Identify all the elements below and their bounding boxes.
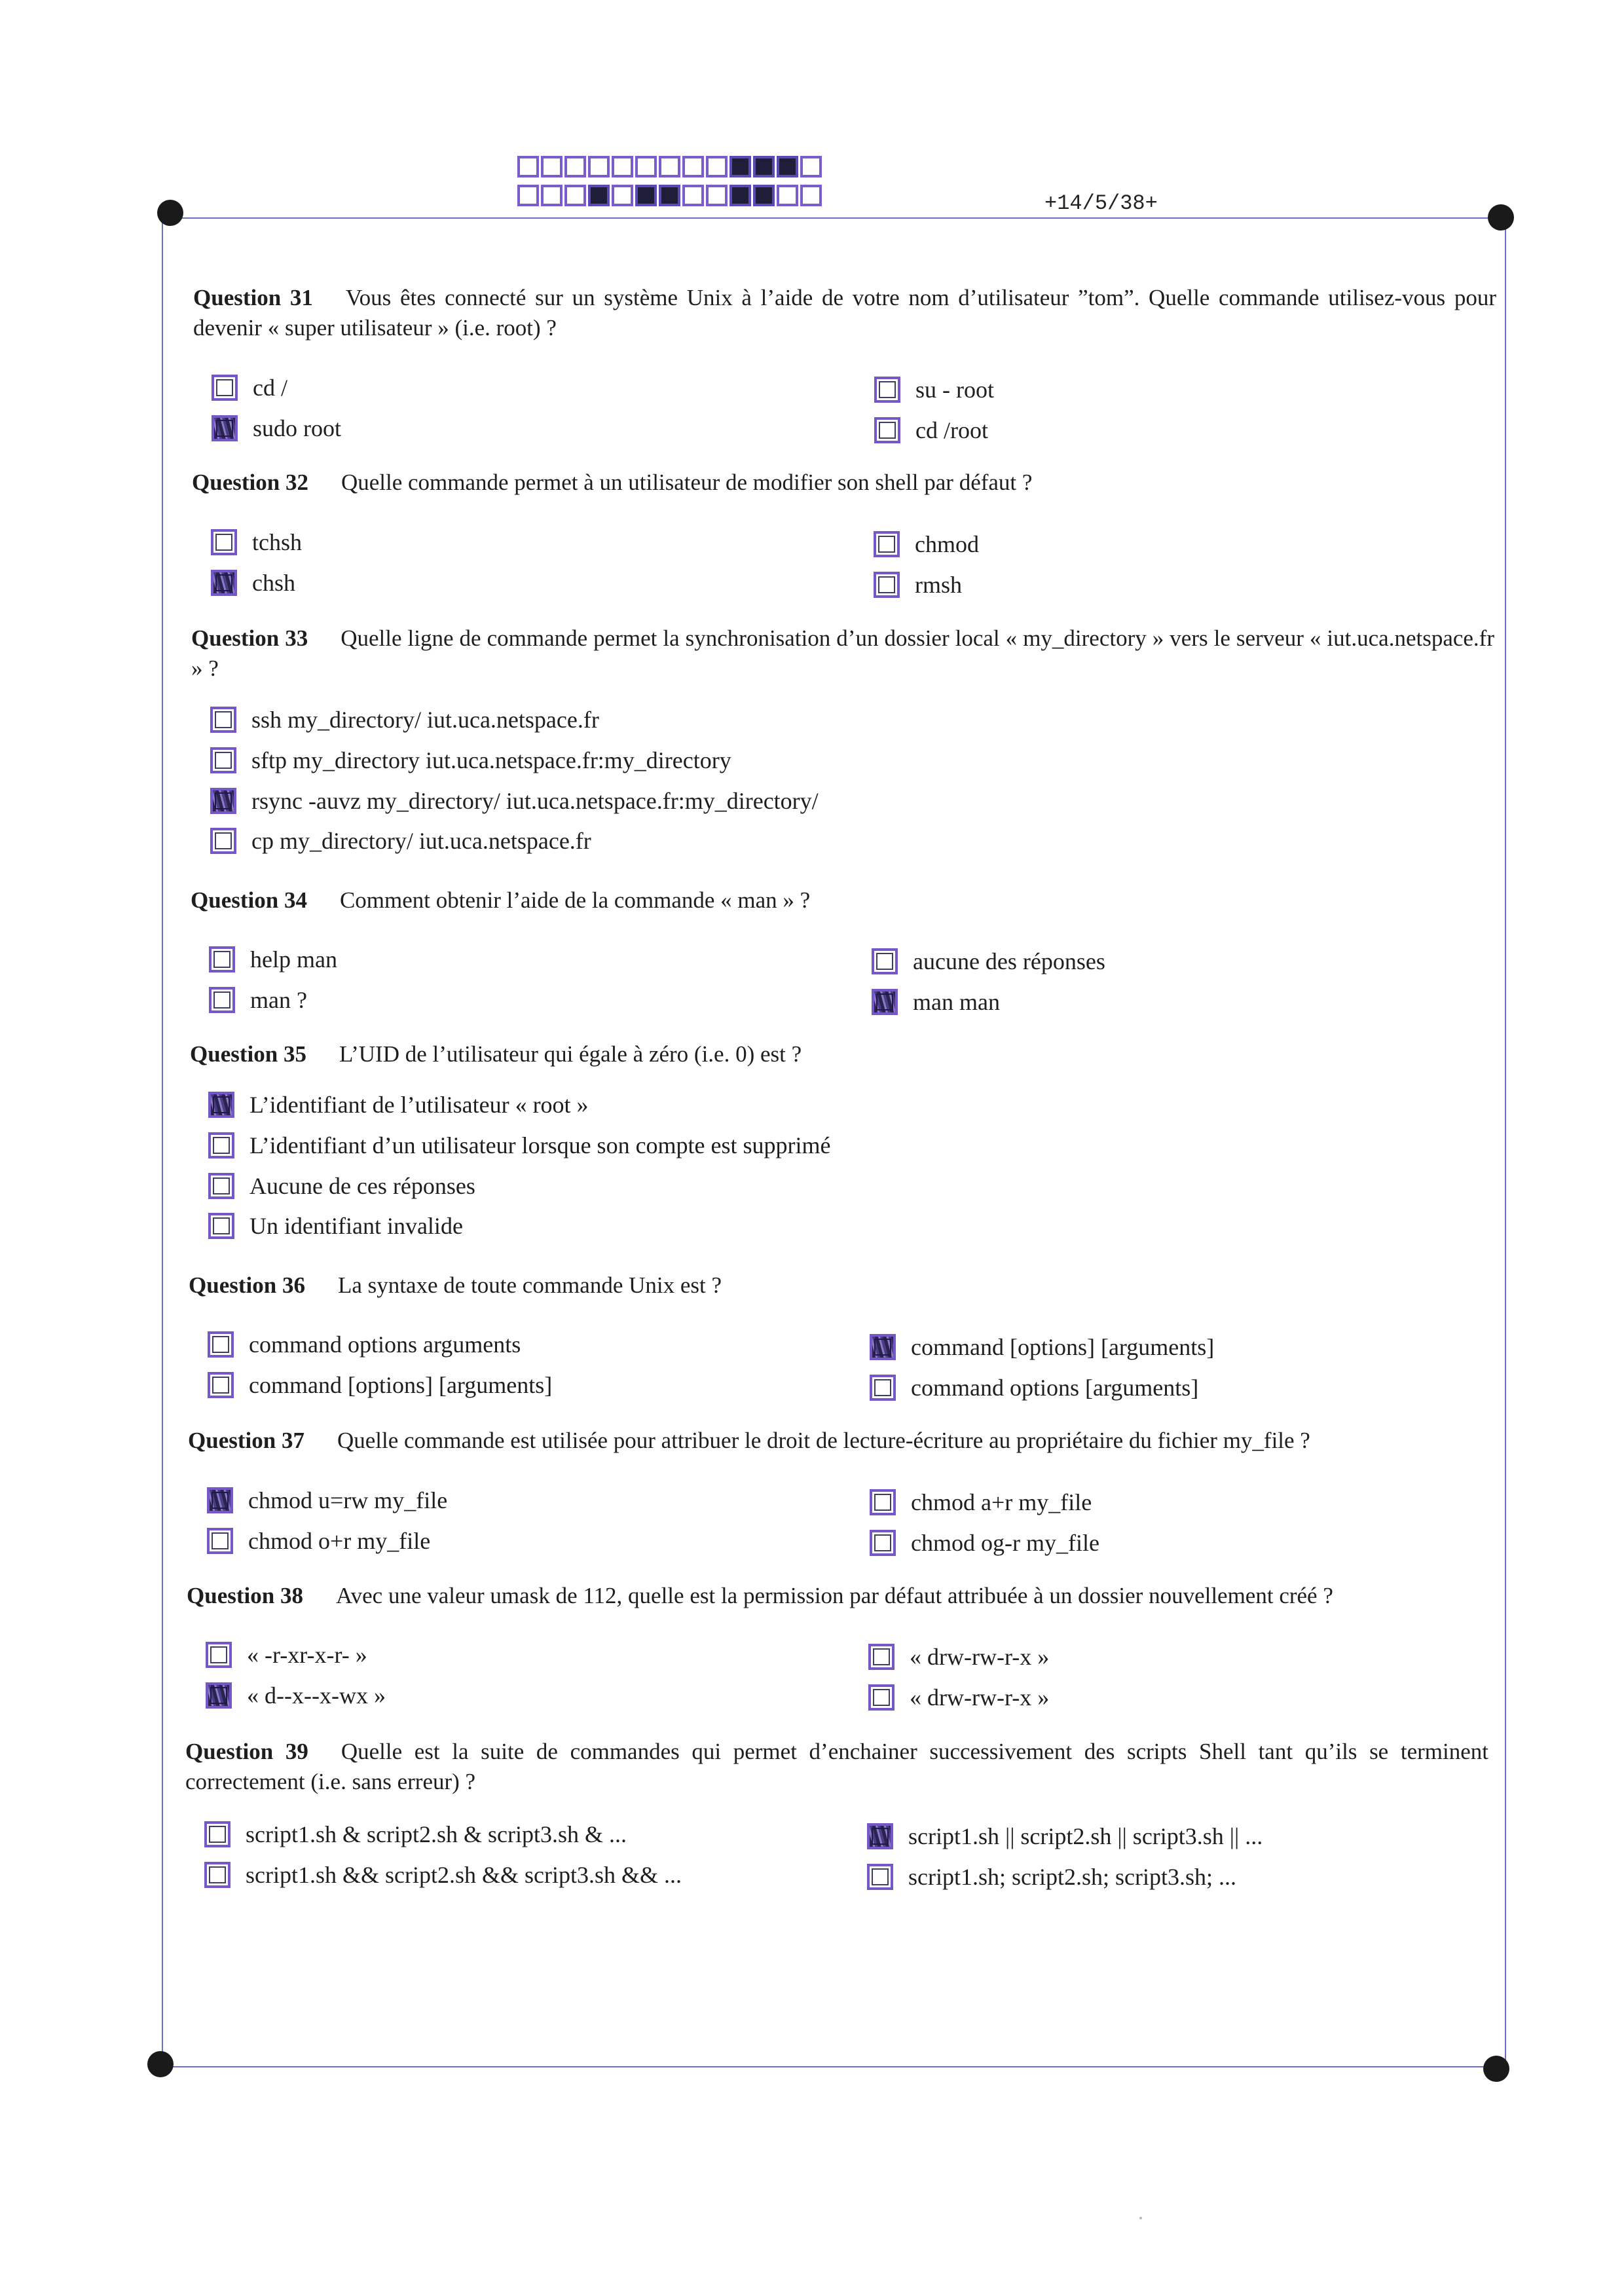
question-text: Quelle commande est utilisée pour attribuer le droit de lecture-écriture au propriétaire du fichier my_file ?	[337, 1428, 1310, 1453]
question-text: Comment obtenir l’aide de la commande « man » ?	[339, 887, 811, 913]
option[interactable]	[207, 1527, 430, 1555]
option-label: chmod	[915, 531, 979, 557]
option-label: chmod u=rw my_file	[248, 1487, 448, 1513]
option[interactable]	[210, 705, 599, 734]
answer-checkbox[interactable]	[206, 1642, 232, 1668]
question-title	[192, 468, 1495, 498]
answer-checkbox[interactable]	[208, 1173, 234, 1199]
option[interactable]	[870, 1373, 1198, 1402]
answer-checkbox[interactable]	[870, 1530, 896, 1556]
option-label: ssh my_directory/ iut.uca.netspace.fr	[251, 707, 599, 733]
answer-checkbox[interactable]	[874, 377, 900, 403]
answer-checkbox[interactable]	[208, 1331, 234, 1358]
option-label: aucune des réponses	[913, 948, 1105, 974]
question-label: Question 34	[191, 887, 307, 913]
option-label: cd /	[253, 375, 287, 401]
barcode-cell	[564, 185, 586, 206]
option-label: script1.sh && script2.sh && script3.sh && ...	[246, 1862, 682, 1888]
option-label: « d--x--x-wx »	[247, 1682, 386, 1709]
option[interactable]	[210, 746, 731, 775]
option[interactable]	[210, 826, 591, 855]
question-title	[190, 1039, 1493, 1069]
option[interactable]	[206, 1681, 386, 1710]
option-label: chmod og-r my_file	[911, 1530, 1099, 1556]
answer-checkbox[interactable]	[868, 1684, 895, 1711]
option-label: tchsh	[252, 529, 302, 555]
option-label: man ?	[250, 987, 307, 1013]
barcode-cell	[541, 156, 563, 177]
barcode-cell	[659, 156, 680, 177]
answer-checkbox[interactable]	[206, 1682, 232, 1709]
option[interactable]	[870, 1528, 1099, 1557]
barcode-cell	[612, 156, 633, 177]
option-label: script1.sh & script2.sh & script3.sh & ...	[246, 1821, 627, 1847]
barcode-cell	[753, 185, 775, 206]
barcode-cell	[706, 156, 728, 177]
option[interactable]	[870, 1333, 1214, 1361]
option-label: chsh	[252, 570, 295, 596]
option-label: script1.sh; script2.sh; script3.sh; ...	[908, 1864, 1236, 1890]
barcode-cell	[682, 156, 704, 177]
barcode-cell	[541, 185, 563, 206]
answer-checkbox[interactable]	[870, 1489, 896, 1515]
question-text: Quelle ligne de commande permet la synchronisation d’un dossier local « my_directory » vers le serveur « iut.uca.netspace.fr » ?	[191, 625, 1494, 681]
option[interactable]	[211, 568, 295, 597]
option-label: cp my_directory/ iut.uca.netspace.fr	[251, 828, 591, 854]
answer-checkbox[interactable]	[209, 946, 235, 972]
option-label: Un identifiant invalide	[249, 1213, 463, 1239]
answer-checkbox[interactable]	[207, 1528, 233, 1554]
option-label: command [options] [arguments]	[911, 1334, 1215, 1360]
barcode-cell	[635, 156, 657, 177]
question-text: Quelle est la suite de commandes qui permet d’enchainer successivement des scripts Shell tant qu’ils se terminent correctement (i.e. sans erreur) ?	[185, 1739, 1488, 1794]
question-label: Question 31	[193, 285, 313, 310]
answer-checkbox[interactable]	[210, 707, 236, 733]
answer-checkbox[interactable]	[208, 1092, 234, 1118]
option-label: sudo root	[253, 415, 341, 441]
question-text: Quelle commande permet à un utilisateur de modifier son shell par défaut ?	[341, 470, 1033, 495]
barcode-cell	[777, 185, 798, 206]
option-label: chmod a+r my_file	[911, 1489, 1092, 1515]
option-label: command options arguments	[249, 1331, 521, 1358]
option-label: L’identifiant de l’utilisateur « root »	[249, 1092, 589, 1118]
answer-checkbox[interactable]	[212, 375, 238, 401]
option[interactable]	[874, 570, 962, 599]
question-label: Question 39	[185, 1739, 308, 1764]
barcode-cell	[706, 185, 728, 206]
option[interactable]	[204, 1820, 627, 1849]
question-label: Question 33	[191, 625, 308, 651]
answer-checkbox[interactable]	[211, 529, 237, 555]
question-title	[191, 885, 1494, 916]
question-title	[193, 283, 1496, 343]
page-id: +14/5/38+	[1044, 191, 1158, 215]
barcode-row	[517, 156, 822, 177]
barcode-cell	[635, 185, 657, 206]
option[interactable]	[212, 414, 341, 443]
option-label: « -r-xr-x-r- »	[247, 1642, 367, 1668]
answer-checkbox[interactable]	[210, 788, 236, 814]
barcode-cell	[659, 185, 680, 206]
question-title	[185, 1737, 1488, 1797]
option[interactable]	[212, 373, 287, 402]
barcode-cell	[800, 185, 822, 206]
answer-checkbox[interactable]	[208, 1213, 234, 1239]
option[interactable]	[208, 1371, 552, 1399]
answer-checkbox[interactable]	[872, 948, 898, 974]
barcode-cell	[800, 156, 822, 177]
option[interactable]	[206, 1640, 367, 1669]
option[interactable]	[207, 1486, 447, 1515]
option[interactable]	[211, 528, 302, 557]
answer-checkbox[interactable]	[874, 572, 900, 598]
option[interactable]	[868, 1683, 1049, 1712]
option-label: rmsh	[915, 572, 962, 598]
barcode-cell	[729, 156, 751, 177]
option-label: command options [arguments]	[911, 1375, 1199, 1401]
question-label: Question 38	[187, 1583, 303, 1608]
corner-marker-bottom-left	[147, 2051, 174, 2077]
question-label: Question 37	[188, 1428, 304, 1453]
option[interactable]	[874, 530, 979, 559]
barcode-cell	[517, 156, 539, 177]
option[interactable]	[874, 375, 994, 404]
answer-checkbox[interactable]	[874, 531, 900, 557]
option[interactable]	[208, 1090, 589, 1119]
answer-checkbox[interactable]	[872, 989, 898, 1015]
barcode-cell	[517, 185, 539, 206]
scan-speck	[1139, 2217, 1142, 2219]
question-title	[189, 1270, 1492, 1301]
option[interactable]	[209, 945, 337, 974]
question-title	[188, 1426, 1491, 1456]
answer-checkbox[interactable]	[209, 987, 235, 1013]
answer-checkbox[interactable]	[204, 1821, 231, 1847]
question-text: La syntaxe de toute commande Unix est ?	[337, 1272, 722, 1298]
question-label: Question 35	[190, 1041, 306, 1067]
option[interactable]	[870, 1488, 1092, 1517]
question-title	[187, 1581, 1490, 1611]
barcode-cell	[588, 156, 610, 177]
option-label: L’identifiant d’un utilisateur lorsque son compte est supprimé	[249, 1132, 831, 1158]
answer-checkbox[interactable]	[211, 570, 237, 596]
barcode-cell	[682, 185, 704, 206]
corner-marker-bottom-right	[1483, 2056, 1509, 2082]
option[interactable]	[204, 1861, 682, 1889]
question-label: Question 36	[189, 1272, 305, 1298]
option[interactable]	[872, 988, 1000, 1016]
answer-checkbox[interactable]	[208, 1372, 234, 1398]
barcode-row	[517, 185, 822, 206]
option-label: cd /root	[915, 417, 988, 443]
option-label: Aucune de ces réponses	[249, 1173, 475, 1199]
answer-checkbox[interactable]	[870, 1334, 896, 1360]
question-text: L’UID de l’utilisateur qui égale à zéro (i.e. 0) est ?	[339, 1041, 802, 1067]
answer-checkbox[interactable]	[208, 1132, 234, 1158]
answer-checkbox[interactable]	[204, 1862, 231, 1888]
option[interactable]	[872, 947, 1105, 976]
option[interactable]	[867, 1822, 1263, 1851]
option[interactable]	[208, 1172, 475, 1200]
barcode-cell	[612, 185, 633, 206]
answer-checkbox[interactable]	[210, 828, 236, 854]
barcode-cell	[588, 185, 610, 206]
question-text: Vous êtes connecté sur un système Unix à l’aide de votre nom d’utilisateur ”tom”. Quelle commande utilisez-vous pour devenir « super utilisateur » (i.e. root) ?	[193, 285, 1496, 341]
question-text: Avec une valeur umask de 112, quelle est la permission par défaut attribuée à un dossier nouvellement créé ?	[335, 1583, 1333, 1608]
option[interactable]	[208, 1330, 521, 1359]
answer-checkbox[interactable]	[874, 417, 900, 443]
option-label: help man	[250, 946, 337, 972]
option-label: command [options] [arguments]	[249, 1372, 553, 1398]
barcode-cell	[777, 156, 798, 177]
barcode-cell	[753, 156, 775, 177]
answer-checkbox[interactable]	[867, 1823, 893, 1849]
answer-checkbox[interactable]	[212, 415, 238, 441]
option-label: chmod o+r my_file	[248, 1528, 431, 1554]
corner-marker-top-right	[1488, 204, 1514, 231]
option[interactable]	[874, 416, 988, 445]
option-label: « drw-rw-r-x »	[910, 1684, 1050, 1711]
option[interactable]	[210, 787, 819, 815]
option[interactable]	[868, 1642, 1049, 1671]
option-label: « drw-rw-r-x »	[910, 1644, 1050, 1670]
option-label: man man	[913, 989, 1000, 1015]
option[interactable]	[867, 1862, 1236, 1891]
answer-checkbox[interactable]	[868, 1644, 895, 1670]
answer-checkbox[interactable]	[867, 1864, 893, 1890]
question-label: Question 32	[192, 470, 308, 495]
option[interactable]	[208, 1212, 463, 1240]
answer-checkbox[interactable]	[207, 1487, 233, 1513]
option[interactable]	[209, 986, 307, 1014]
option-label: rsync -auvz my_directory/ iut.uca.netspace.fr:my_directory/	[251, 788, 819, 814]
barcode-cell	[564, 156, 586, 177]
option[interactable]	[208, 1131, 831, 1160]
option-label: script1.sh || script2.sh || script3.sh || ...	[908, 1823, 1263, 1849]
answer-checkbox[interactable]	[870, 1375, 896, 1401]
corner-marker-top-left	[157, 200, 183, 226]
question-title	[191, 623, 1494, 684]
option-label: su - root	[915, 377, 994, 403]
option-label: sftp my_directory iut.uca.netspace.fr:my_directory	[251, 747, 731, 773]
barcode-cell	[729, 185, 751, 206]
answer-checkbox[interactable]	[210, 747, 236, 773]
